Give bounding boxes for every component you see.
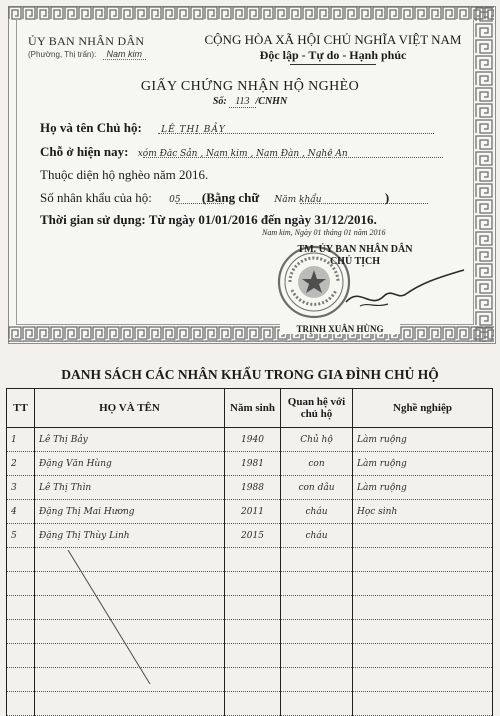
cell-job: Làm ruộng xyxy=(353,428,493,452)
cell-year: 1940 xyxy=(225,428,281,452)
table-row xyxy=(7,524,493,548)
cell-tt: 2 xyxy=(7,452,35,476)
cell-year xyxy=(225,596,281,620)
cell-relation xyxy=(281,620,353,644)
cell-name xyxy=(35,644,225,668)
sign-date-text: , Ngày 01 tháng 01 năm 2016 xyxy=(290,228,386,237)
cell-tt: 1 xyxy=(7,428,35,452)
cell-name xyxy=(35,668,225,692)
header-relation: Quan hệ với chủ hộ xyxy=(281,389,353,428)
number-prefix: Số: xyxy=(212,96,227,107)
head-value: LÊ THỊ BẢY xyxy=(161,125,226,135)
dotted-line xyxy=(158,133,434,134)
certificate-number xyxy=(20,96,480,107)
cell-relation: cháu xyxy=(281,524,353,548)
validity: Thời gian sử dụng: Từ ngày 01/01/2016 đến ngày 31/12/2016. xyxy=(40,212,377,227)
members-words-label: (Bằng chữ xyxy=(201,190,260,205)
cell-name: Đặng Thị Mai Hương xyxy=(35,500,225,524)
header-job: Nghề nghiệp xyxy=(353,389,493,428)
cell-relation: Chủ hộ xyxy=(281,428,353,452)
org-sub xyxy=(28,49,146,59)
cell-relation xyxy=(281,572,353,596)
members-words-close: ) xyxy=(384,190,390,205)
number-value: 113 xyxy=(229,96,255,108)
cell-year xyxy=(225,668,281,692)
cell-name xyxy=(35,596,225,620)
motto: Độc lập - Tự do - Hạnh phúc xyxy=(259,48,407,62)
header-year: Năm sinh xyxy=(225,389,281,428)
cell-tt xyxy=(7,572,35,596)
members-value: 05 xyxy=(169,195,181,205)
table-row xyxy=(7,620,493,644)
cell-name: Đặng Thị Thùy Linh xyxy=(35,524,225,548)
cell-tt xyxy=(7,692,35,716)
dotted-line xyxy=(143,157,443,158)
cell-job xyxy=(353,692,493,716)
dotted-line xyxy=(300,203,428,204)
cell-year: 1988 xyxy=(225,476,281,500)
certificate-title: GIẤY CHỨNG NHẬN HỘ NGHÈO xyxy=(140,79,360,94)
cell-year xyxy=(225,572,281,596)
cell-name: Lê Thị Bảy xyxy=(35,428,225,452)
table-row xyxy=(7,548,493,572)
table-row xyxy=(7,428,493,452)
cell-tt xyxy=(7,596,35,620)
cell-job: Làm ruộng xyxy=(353,452,493,476)
field-validity xyxy=(40,212,377,228)
cell-relation xyxy=(281,596,353,620)
member-table xyxy=(6,388,493,716)
cell-name: Lê Thị Thìn xyxy=(35,476,225,500)
cell-year xyxy=(225,620,281,644)
cell-tt xyxy=(7,548,35,572)
table-header-row xyxy=(7,389,493,428)
header-tt: TT xyxy=(7,389,35,428)
org-sub-value: Nam kim xyxy=(103,49,147,60)
cell-job xyxy=(353,668,493,692)
member-list-title: DANH SÁCH CÁC NHÂN KHẨU TRONG GIA ĐÌNH CHỦ HỘ xyxy=(61,367,439,382)
cell-relation: con xyxy=(281,452,353,476)
cell-tt xyxy=(7,668,35,692)
cell-job xyxy=(353,524,493,548)
number-suffix: /CNHN xyxy=(255,96,288,107)
sign-date xyxy=(262,228,386,237)
dotted-line xyxy=(176,203,224,204)
cell-tt: 5 xyxy=(7,524,35,548)
cell-relation xyxy=(281,692,353,716)
table-row xyxy=(7,572,493,596)
cell-job xyxy=(353,572,493,596)
cell-relation xyxy=(281,668,353,692)
table-row xyxy=(7,476,493,500)
cell-name: Đặng Văn Hùng xyxy=(35,452,225,476)
members-label: Số nhân khẩu của hộ: xyxy=(40,190,152,205)
field-poverty-line xyxy=(40,167,208,183)
member-rows xyxy=(7,428,493,716)
cell-relation xyxy=(281,548,353,572)
table-row xyxy=(7,668,493,692)
cell-tt xyxy=(7,620,35,644)
sign-org: TM. ỦY BAN NHÂN DÂN xyxy=(297,244,413,255)
fret-border-top xyxy=(8,6,494,20)
address-value: xóm Đặc Sản , Nam kim , Nam Đàn , Nghệ An xyxy=(137,149,348,159)
members-words-value: Năm khẩu xyxy=(274,195,322,205)
cell-name xyxy=(35,548,225,572)
cell-job xyxy=(353,548,493,572)
cell-name xyxy=(35,572,225,596)
cell-year xyxy=(225,548,281,572)
cell-job: Làm ruộng xyxy=(353,476,493,500)
address-label: Chỗ ở hiện nay: xyxy=(40,144,129,159)
country-name: CỘNG HÒA XÃ HỘI CHỦ NGHĨA VIỆT NAM xyxy=(204,32,462,47)
cell-tt: 3 xyxy=(7,476,35,500)
table-row xyxy=(7,692,493,716)
org-name: ỦY BAN NHÂN DÂN xyxy=(28,34,145,48)
header-name: HỌ VÀ TÊN xyxy=(35,389,225,428)
table-row xyxy=(7,500,493,524)
table-row xyxy=(7,644,493,668)
head-label: Họ và tên Chủ hộ: xyxy=(40,120,142,135)
cell-year xyxy=(225,692,281,716)
org-sub-label: (Phường, Thị trấn): xyxy=(28,50,97,59)
cell-year: 2011 xyxy=(225,500,281,524)
cell-job xyxy=(353,596,493,620)
motto-underline xyxy=(290,64,376,65)
cell-year xyxy=(225,644,281,668)
sign-role: CHỦ TỊCH xyxy=(329,256,381,267)
cell-job: Học sinh xyxy=(353,500,493,524)
cell-name xyxy=(35,692,225,716)
cell-tt xyxy=(7,644,35,668)
cell-year: 1981 xyxy=(225,452,281,476)
cell-year: 2015 xyxy=(225,524,281,548)
cell-name xyxy=(35,620,225,644)
cell-relation: con dâu xyxy=(281,476,353,500)
signer-name: TRỊNH XUÂN HÙNG xyxy=(280,324,400,334)
fret-border-bottom xyxy=(8,326,494,342)
cell-relation xyxy=(281,644,353,668)
sign-date-place: Nam kim xyxy=(262,228,291,237)
handwritten-signature xyxy=(340,266,470,316)
table-row xyxy=(7,596,493,620)
cell-tt: 4 xyxy=(7,500,35,524)
cell-job xyxy=(353,644,493,668)
table-row xyxy=(7,452,493,476)
cell-job xyxy=(353,620,493,644)
cell-relation: cháu xyxy=(281,500,353,524)
poverty-line: Thuộc diện hộ nghèo năm 2016. xyxy=(40,167,209,182)
